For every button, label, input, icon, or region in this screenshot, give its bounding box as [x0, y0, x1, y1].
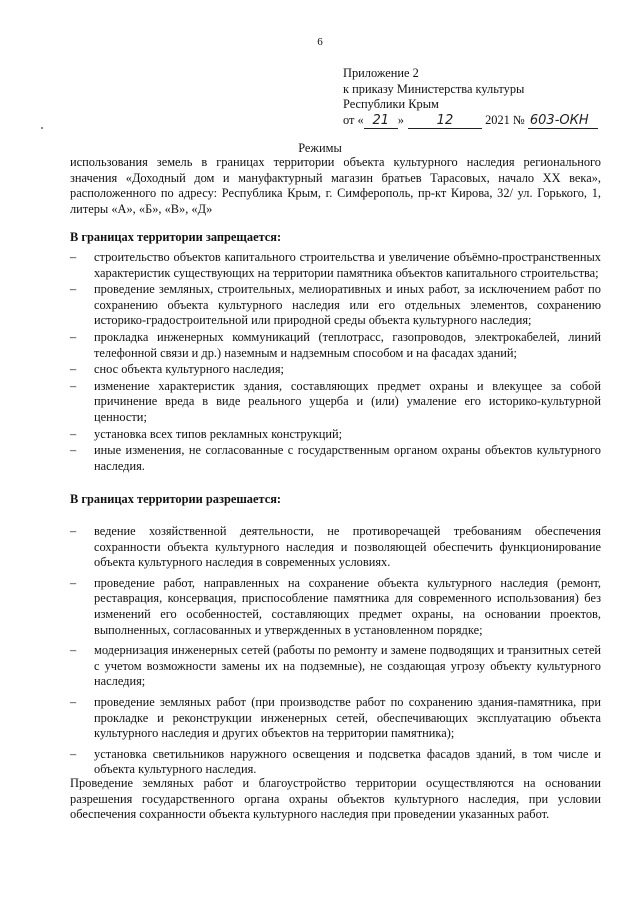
list-dash: – — [70, 524, 77, 538]
allowed-item — [70, 643, 601, 690]
page-number: 6 — [317, 36, 323, 48]
prohibited-heading: В границах территории запрещается: — [70, 230, 282, 244]
annex-date-line — [343, 113, 598, 130]
allowed-list — [70, 524, 601, 783]
list-dash: – — [70, 575, 77, 590]
prohibited-item — [70, 250, 601, 281]
prohibited-item-text: проведение земляных, строительных, мелиоративных и иных работ, за исключением работ по сохранению объекта культурного наследия или его отдельных элементов, сохранению историко-градостроительной или природной среды объекта культурного наследия; — [94, 282, 601, 328]
annex-header — [343, 66, 598, 129]
prohibited-item-text: установка всех типов рекламных конструкций; — [94, 426, 343, 441]
date-prefix: от « — [343, 112, 364, 127]
prohibited-item — [70, 330, 601, 361]
annex-region: Республики Крым — [343, 97, 439, 111]
allowed-item — [70, 747, 601, 778]
prohibited-item-text: снос объекта культурного наследия; — [94, 362, 284, 377]
document-intro: использования земель в границах территории объекта культурного наследия регионального значения «Доходный дом и мануфактурный магазин братьев Тарасовых, начало XX века», расположенного по адресу: Республика Крым, г. Симферополь, пр-кт Кирова, 32/ ул. Горького, 1, литеры «А», «Б», «В», «Д» — [70, 155, 601, 216]
allowed-item-text: проведение земляных работ (при производстве работ по сохранению здания-памятника, при прокладке и реконструкции инженерных сетей, обеспечивающих эксплуатацию объекта культурного наследия и других объектов на территории памятника); — [94, 694, 601, 741]
allowed-heading: В границах территории разрешается: — [70, 492, 282, 506]
prohibited-item-text: изменение характеристик здания, составляющих предмет охраны и влекущее за собой причинение вреда в виде реального ущерба и (или) умаление его историко-культурной ценности; — [94, 378, 601, 424]
scan-speck — [41, 127, 43, 129]
prohibited-item-text: прокладка инженерных коммуникаций (теплотрасс, газопроводов, электрокабелей, линий телефонной связи и др.) наземным и надземным способом и на фасадах зданий; — [94, 329, 601, 360]
handwritten-day: 21 — [364, 113, 398, 130]
list-dash: – — [70, 694, 77, 709]
handwritten-month: 12 — [408, 113, 482, 130]
handwritten-order-number: 603-ОКН — [528, 113, 598, 130]
list-dash: – — [70, 378, 77, 393]
allowed-item-text: проведение работ, направленных на сохранение объекта культурного наследия (ремонт, реставрация, консервация, приспособление памятника для современного использования) без изменений его особенностей, составляющих предмет охраны, на основании проектов, выполненных, согласованных и утвержденных в установленном порядке; — [94, 575, 601, 637]
allowed-item — [70, 576, 601, 638]
list-dash: – — [70, 426, 77, 441]
list-dash: – — [70, 746, 77, 761]
list-dash: – — [70, 362, 77, 377]
closing-paragraph: Проведение земляных работ и благоустройство территории осуществляются на основании разрешения государственного органа охраны объектов культурного наследия, при условии обеспечения сохранности объекта культурного наследия при проведении указанных работ. — [70, 776, 601, 822]
prohibited-item — [70, 362, 601, 378]
prohibited-item — [70, 379, 601, 426]
list-dash: – — [70, 250, 77, 264]
allowed-item-text: модернизация инженерных сетей (работы по ремонту и замене подводящих и транзитных сетей с учетом возможности замены их на подземные), не создающая угрозу объекту культурного наследия; — [94, 643, 601, 689]
allowed-item-text: ведение хозяйственной деятельности, не противоречащей требованиям обеспечения сохранности объекта культурного наследия и позволяющей обеспечить функционирование объекта культурного наследия в современных условиях. — [94, 524, 601, 570]
prohibited-list — [70, 250, 601, 475]
list-dash: – — [70, 643, 77, 658]
date-mid: » — [397, 112, 404, 127]
list-dash: – — [70, 443, 77, 458]
prohibited-item — [70, 427, 601, 443]
prohibited-item-text: строительство объектов капитального строительства и увеличение объёмно-пространственных характеристик существующих на территории памятника объектов капитального строительства; — [94, 250, 601, 280]
allowed-item-text: установка светильников наружного освещения и подсветка фасадов зданий, в том числе и объекта культурного наследия. — [94, 746, 601, 777]
prohibited-item-text: иные изменения, не согласованные с государственным органом охраны объектов культурного наследия. — [94, 443, 601, 473]
allowed-item — [70, 695, 601, 742]
annex-order-ref: к приказу Министерства культуры — [343, 81, 525, 96]
list-dash: – — [70, 282, 77, 297]
list-dash: – — [70, 329, 77, 344]
prohibited-item — [70, 443, 601, 474]
prohibited-item — [70, 282, 601, 329]
annex-title: Приложение 2 — [343, 66, 419, 80]
allowed-item — [70, 524, 601, 571]
date-year: 2021 № — [485, 112, 525, 127]
document-title: Режимы — [298, 141, 342, 155]
